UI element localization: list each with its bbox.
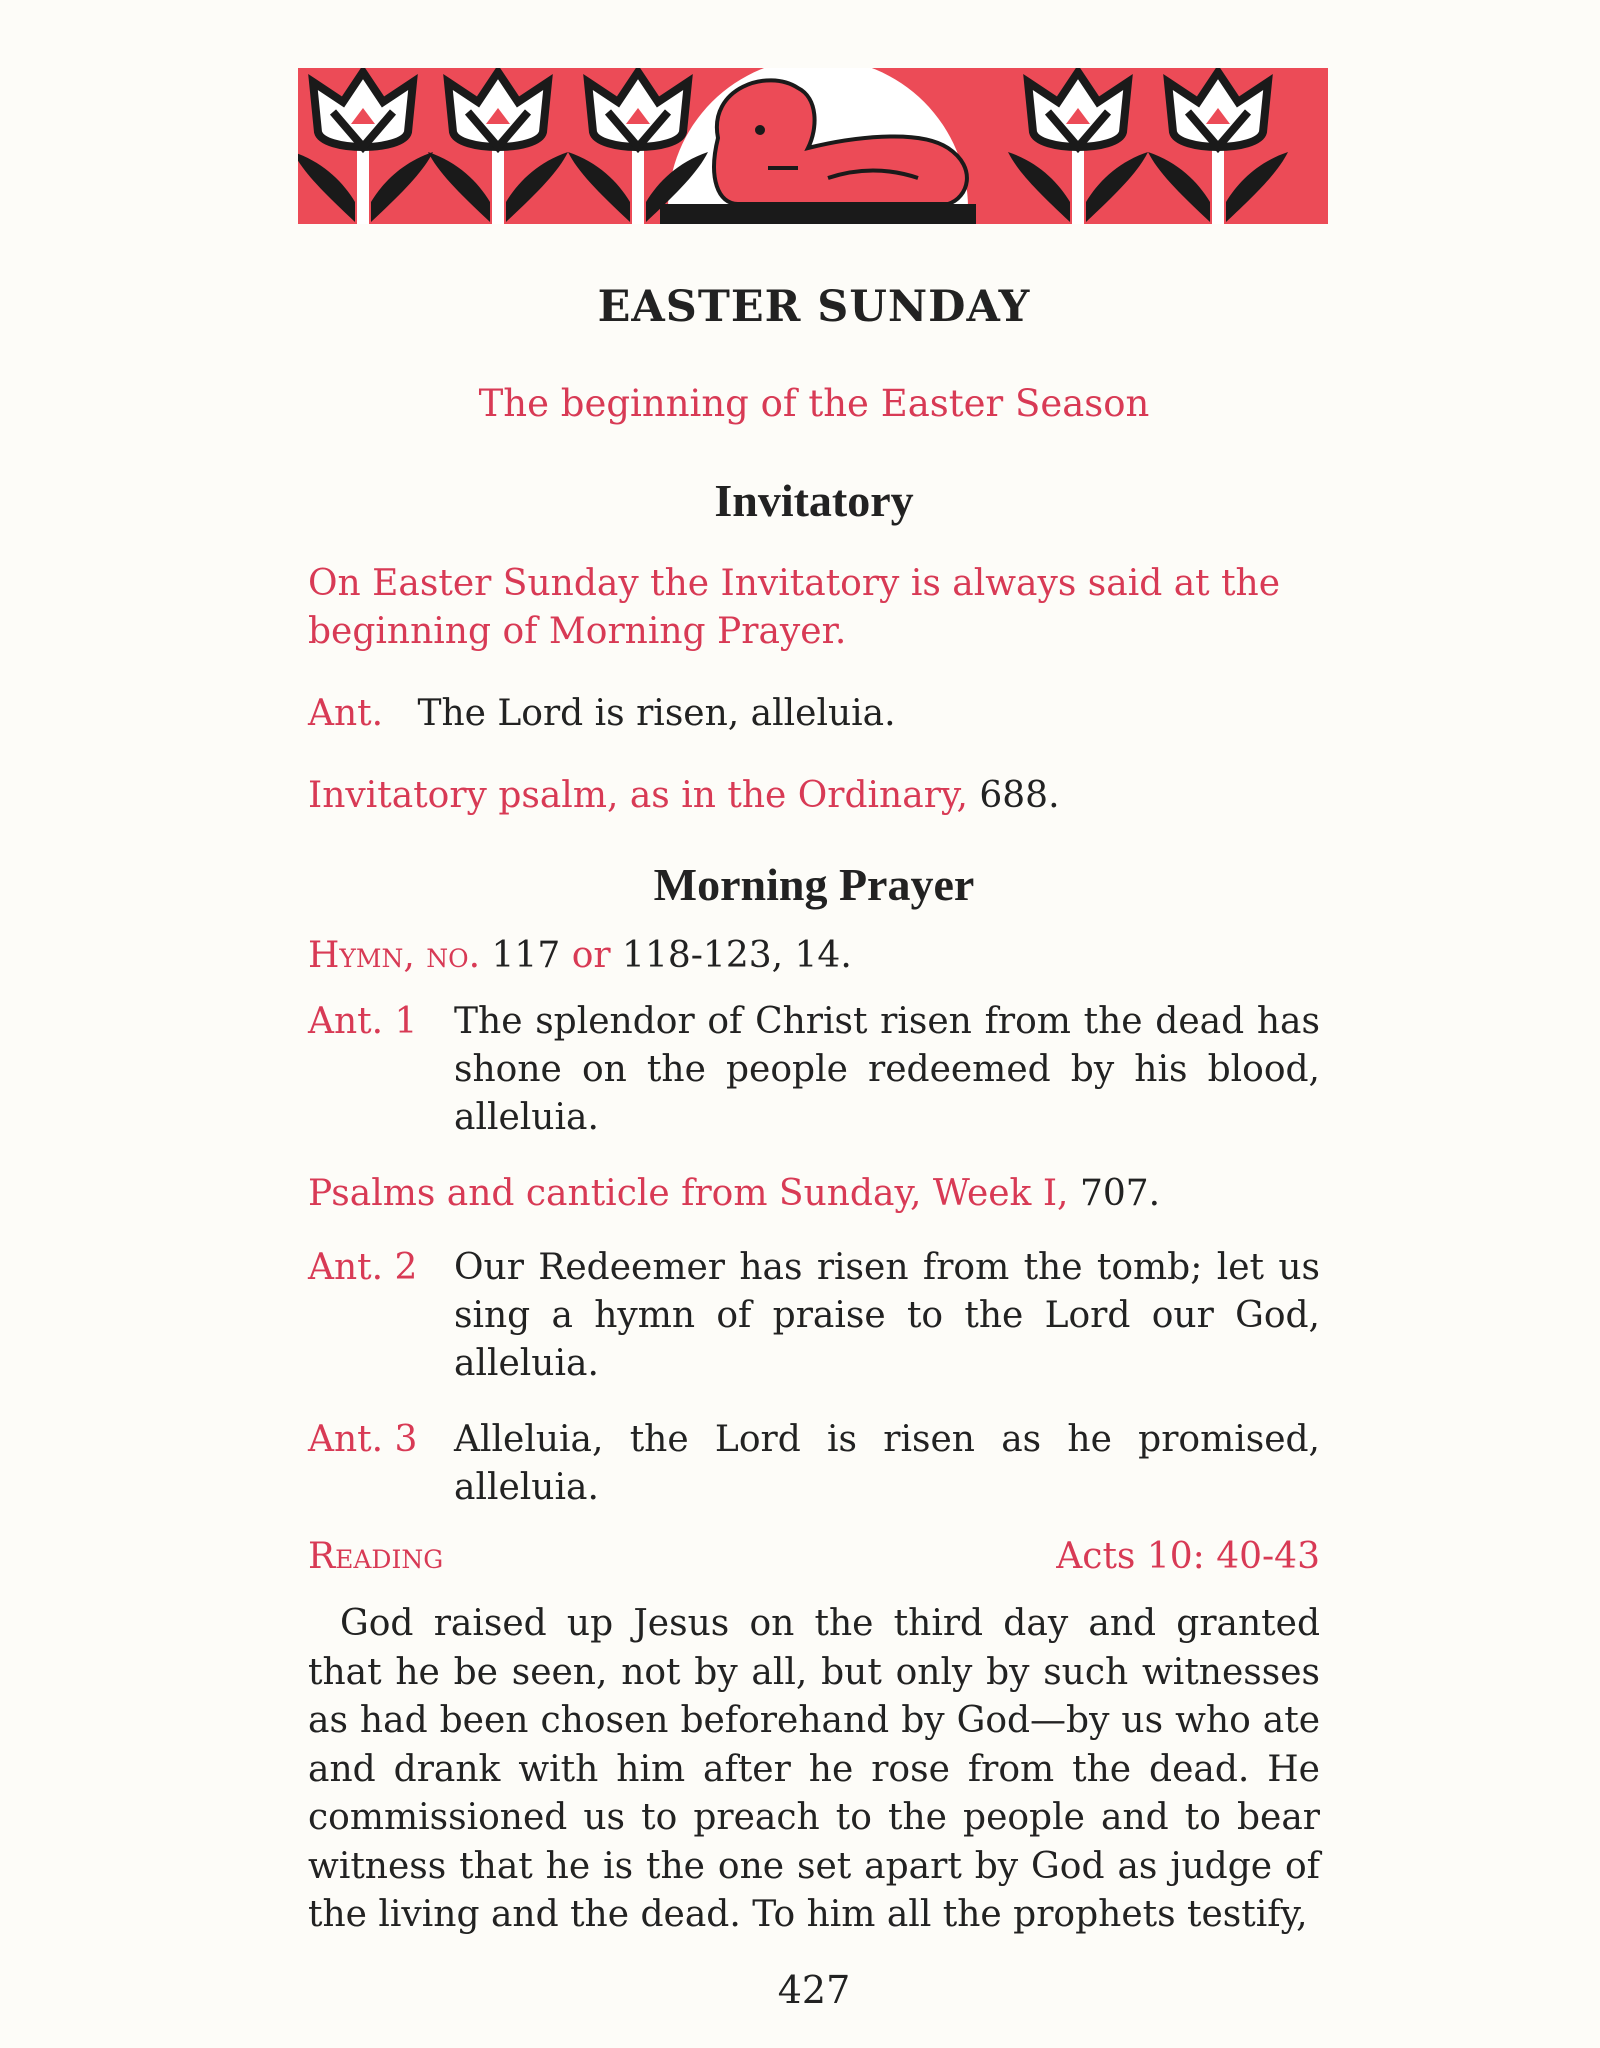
psalms-page: 707. xyxy=(1079,1173,1161,1214)
section-heading-morning-prayer: Morning Prayer xyxy=(653,859,975,910)
antiphon-text: The Lord is risen, alleluia. xyxy=(417,693,896,734)
antiphon-label: Ant. 1 xyxy=(308,1001,418,1042)
antiphon-3 xyxy=(308,1416,1320,1512)
reading-header xyxy=(308,1536,1320,1577)
psalms-rubric-line xyxy=(308,1170,1320,1218)
easter-banner xyxy=(298,68,1328,224)
hymn-alternatives: 118-123, 14. xyxy=(622,935,852,976)
antiphon-label: Ant. 2 xyxy=(308,1247,418,1288)
hymn-or: or xyxy=(571,935,611,976)
hymn-label: Hymn, no. xyxy=(308,935,481,976)
antiphon-text: Alleluia, the Lord is risen as he promised, alleluia. xyxy=(454,1419,1320,1508)
invitatory-antiphon xyxy=(308,690,1320,738)
section-heading-invitatory: Invitatory xyxy=(714,475,914,526)
hymn-line xyxy=(308,932,1320,980)
antiphon-text: Our Redeemer has risen from the tomb; let us sing a hymn of praise to the Lord our God, alleluia. xyxy=(454,1247,1320,1384)
reading-reference: Acts 10: 40-43 xyxy=(1056,1536,1320,1577)
page-title: EASTER SUNDAY xyxy=(597,282,1031,332)
banner-illustration xyxy=(298,68,1328,224)
psalms-rubric: Psalms and canticle from Sunday, Week I, xyxy=(308,1173,1069,1214)
antiphon-text: The splendor of Christ risen from the dead has shone on the people redeemed by his blood, alleluia. xyxy=(454,1001,1320,1138)
psalm-page: 688. xyxy=(979,775,1060,816)
antiphon-1 xyxy=(308,998,1320,1142)
antiphon-label: Ant. 3 xyxy=(308,1419,418,1460)
rubric-invitatory: On Easter Sunday the Invitatory is always said at the beginning of Morning Prayer. xyxy=(308,563,1281,652)
invitatory-psalm-rubric xyxy=(308,772,1320,820)
page-number: 427 xyxy=(777,1968,851,2012)
antiphon-label: Ant. xyxy=(308,693,384,734)
reading-label: Reading xyxy=(308,1536,444,1577)
hymn-number: 117 xyxy=(491,935,561,976)
page-subtitle: The beginning of the Easter Season xyxy=(478,382,1150,425)
reading-text: God raised up Jesus on the third day and granted that he be seen, not by all, but only by such witnesses as had been chosen beforehand by God—by us who ate and drank with him after he rose from the dead. He commissioned us to preach to the people and to bear witness that he is the one set apart by God as judge of the living and the dead. To him all the prophets testify, xyxy=(308,1603,1320,1935)
psalm-rubric: Invitatory psalm, as in the Ordinary, xyxy=(308,775,968,816)
antiphon-2 xyxy=(308,1244,1320,1388)
